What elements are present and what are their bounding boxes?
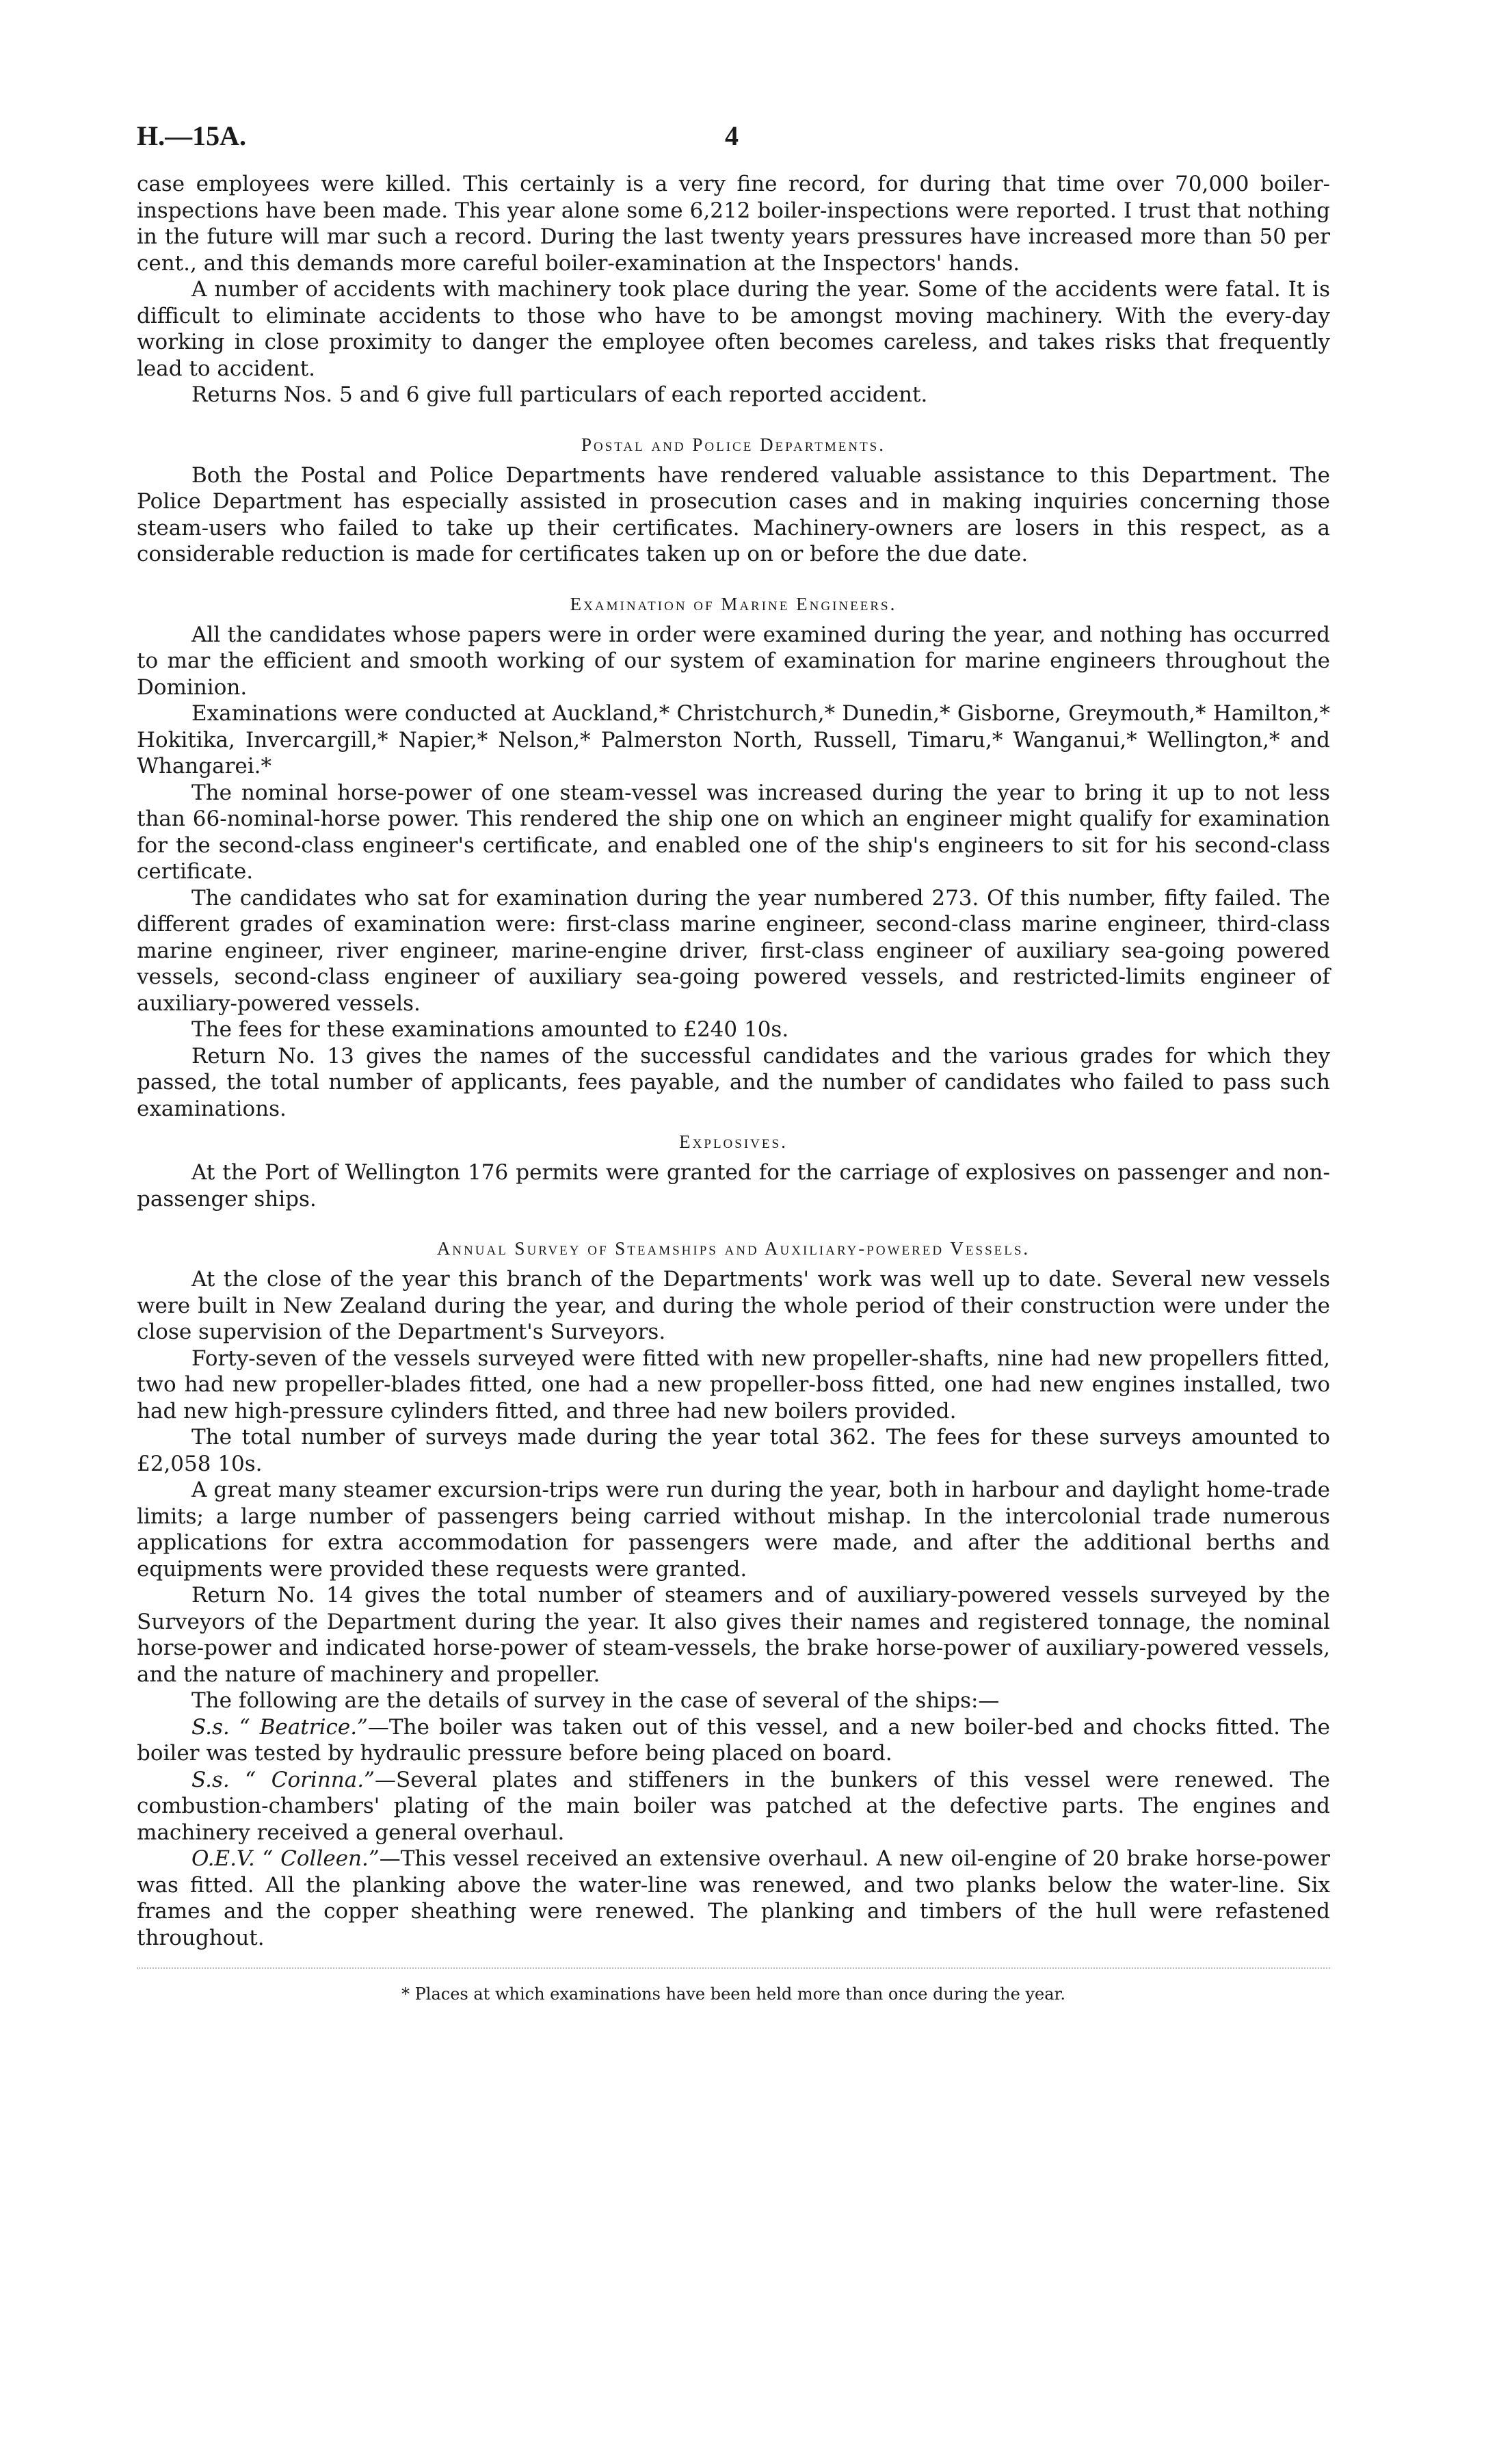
marine-paragraph-1: All the candidates whose papers were in order were examined during the year, and nothing has occurred to mar the efficient and smooth working of our system of examination for marine engineers throughout the Dominion. <box>137 622 1330 700</box>
marine-paragraph-5: The fees for these examinations amounted to £240 10s. <box>191 1017 789 1042</box>
ship-entry <box>137 1767 1330 1846</box>
survey-paragraph-3: The total number of surveys made during the year total 362. The fees for these surveys amounted to £2,058 10s. <box>137 1425 1330 1476</box>
postal-heading: Postal and Police Departments. <box>581 434 886 455</box>
explosives-heading: Explosives. <box>679 1131 788 1152</box>
survey-heading: Annual Survey of Steamships and Auxiliary-powered Vessels. <box>436 1238 1031 1259</box>
postal-paragraph-1: Both the Postal and Police Departments have rendered valuable assistance to this Department. The Police Department has especially assisted in prosecution cases and in making inquiries concerning those steam-users who failed to take up their certificates. Machinery-owners are losers in this respect, as a considerable reduction is made for certificates taken up on or before the due date. <box>137 462 1330 566</box>
ship-name: S.s. “ Beatrice.” <box>191 1714 368 1740</box>
survey-paragraph-4: A great many steamer excursion-trips were run during the year, both in harbour and daylight home-trade limits; a large number of passengers being carried without mishap. In the intercolonial trade numerous applications for extra accommodation for passengers were made, and after the additional berths and equipments were provided these requests were granted. <box>137 1478 1330 1582</box>
ship-entry <box>137 1714 1330 1767</box>
marine-paragraph-3: The nominal horse-power of one steam-vessel was increased during the year to bring it up to not less than 66-nominal-horse power. This rendered the ship one on which an engineer might qualify for examination for the second-class engineer's certificate, and enabled one of the ship's engineers to sit for his second-class certificate. <box>137 780 1330 884</box>
marine-paragraph-2: Examinations were conducted at Auckland,* Christchurch,* Dunedin,* Gisborne, Greymouth,* Hamilton,* Hokitika, Invercargill,* Napier,* Nelson,* Palmerston North, Russell, Timaru,* Wanganui,* Wellington,* and Whangarei.* <box>137 701 1330 778</box>
footnote-divider <box>137 1967 1330 1969</box>
survey-paragraph-5: Return No. 14 gives the total number of steamers and of auxiliary-powered vessels surveyed by the Surveyors of the Department during the year. It also gives their names and registered tonnage, the nominal horse-power and indicated horse-power of steam-vessels, the brake horse-power of auxiliary-powered vessels, and the nature of machinery and propeller. <box>137 1583 1330 1687</box>
intro-paragraph-1: case employees were killed. This certainly is a very fine record, for during that time over 70,000 boiler-inspections have been made. This year alone some 6,212 boiler-inspections were reported. I trust that nothing in the future will mar such a record. During the last twenty years pressures have increased more than 50 per cent., and this demands more careful boiler-examination at the Inspectors' hands. <box>137 172 1330 276</box>
document-page <box>137 120 1330 2004</box>
page-number: 4 <box>725 120 739 151</box>
intro-paragraph-3: Returns Nos. 5 and 6 give full particulars of each reported accident. <box>191 382 928 407</box>
ship-name: O.E.V. “ Colleen.” <box>191 1846 380 1871</box>
survey-paragraph-6: The following are the details of survey in the case of several of the ships:— <box>191 1688 1000 1713</box>
marine-paragraph-4: The candidates who sat for examination during the year numbered 273. Of this number, fifty failed. The different grades of examination were: first-class marine engineer, second-class marine engineer, third-class marine engineer, river engineer, marine-engine driver, first-class engineer of auxiliary sea-going powered vessels, second-class engineer of auxiliary sea-going powered vessels, and restricted-limits engineer of auxiliary-powered vessels. <box>137 885 1330 1016</box>
survey-paragraph-2: Forty-seven of the vessels surveyed were fitted with new propeller-shafts, nine had new propellers fitted, two had new propeller-blades fitted, one had a new propeller-boss fitted, one had new engines installed, two had new high-pressure cylinders fitted, and three had new boilers provided. <box>137 1346 1330 1424</box>
document-reference: H.—15A. <box>137 120 246 151</box>
footnote: * Places at which examinations have been held more than once during the year. <box>401 1984 1065 2004</box>
ship-details: —This vessel received an extensive overhaul. A new oil-engine of 20 brake horse-power was fitted. All the planking above the water-line was renewed, and two planks below the water-line. Six frames and the copper sheathing were renewed. The planking and timbers of the hull were refastened throughout. <box>137 1846 1330 1950</box>
ship-name: S.s. “ Corinna.” <box>191 1767 375 1792</box>
explosives-paragraph-1: At the Port of Wellington 176 permits were granted for the carriage of explosives on passenger and non-passenger ships. <box>137 1160 1330 1211</box>
ship-details: —Several plates and stiffeners in the bunkers of this vessel were renewed. The combustion-chambers' plating of the main boiler was patched at the defective parts. The engines and machinery received a general overhaul. <box>137 1767 1330 1845</box>
page-header <box>137 120 1330 171</box>
marine-paragraph-6: Return No. 13 gives the names of the successful candidates and the various grades for which they passed, the total number of applicants, fees payable, and the number of candidates who failed to pass such examinations. <box>137 1043 1330 1121</box>
intro-paragraph-2: A number of accidents with machinery took place during the year. Some of the accidents were fatal. It is difficult to eliminate accidents to those who have to be amongst moving machinery. With the every-day working in close proximity to danger the employee often becomes careless, and takes risks that frequently lead to accident. <box>137 277 1330 381</box>
ship-details: —The boiler was taken out of this vessel, and a new boiler-bed and chocks fitted. The boiler was tested by hydraulic pressure before being placed on board. <box>137 1714 1330 1766</box>
ship-entry <box>137 1846 1330 1951</box>
marine-heading: Examination of Marine Engineers. <box>570 593 897 614</box>
survey-paragraph-1: At the close of the year this branch of the Departments' work was well up to date. Several new vessels were built in New Zealand during the year, and during the whole period of their construction were under the close supervision of the Department's Surveyors. <box>137 1267 1330 1344</box>
